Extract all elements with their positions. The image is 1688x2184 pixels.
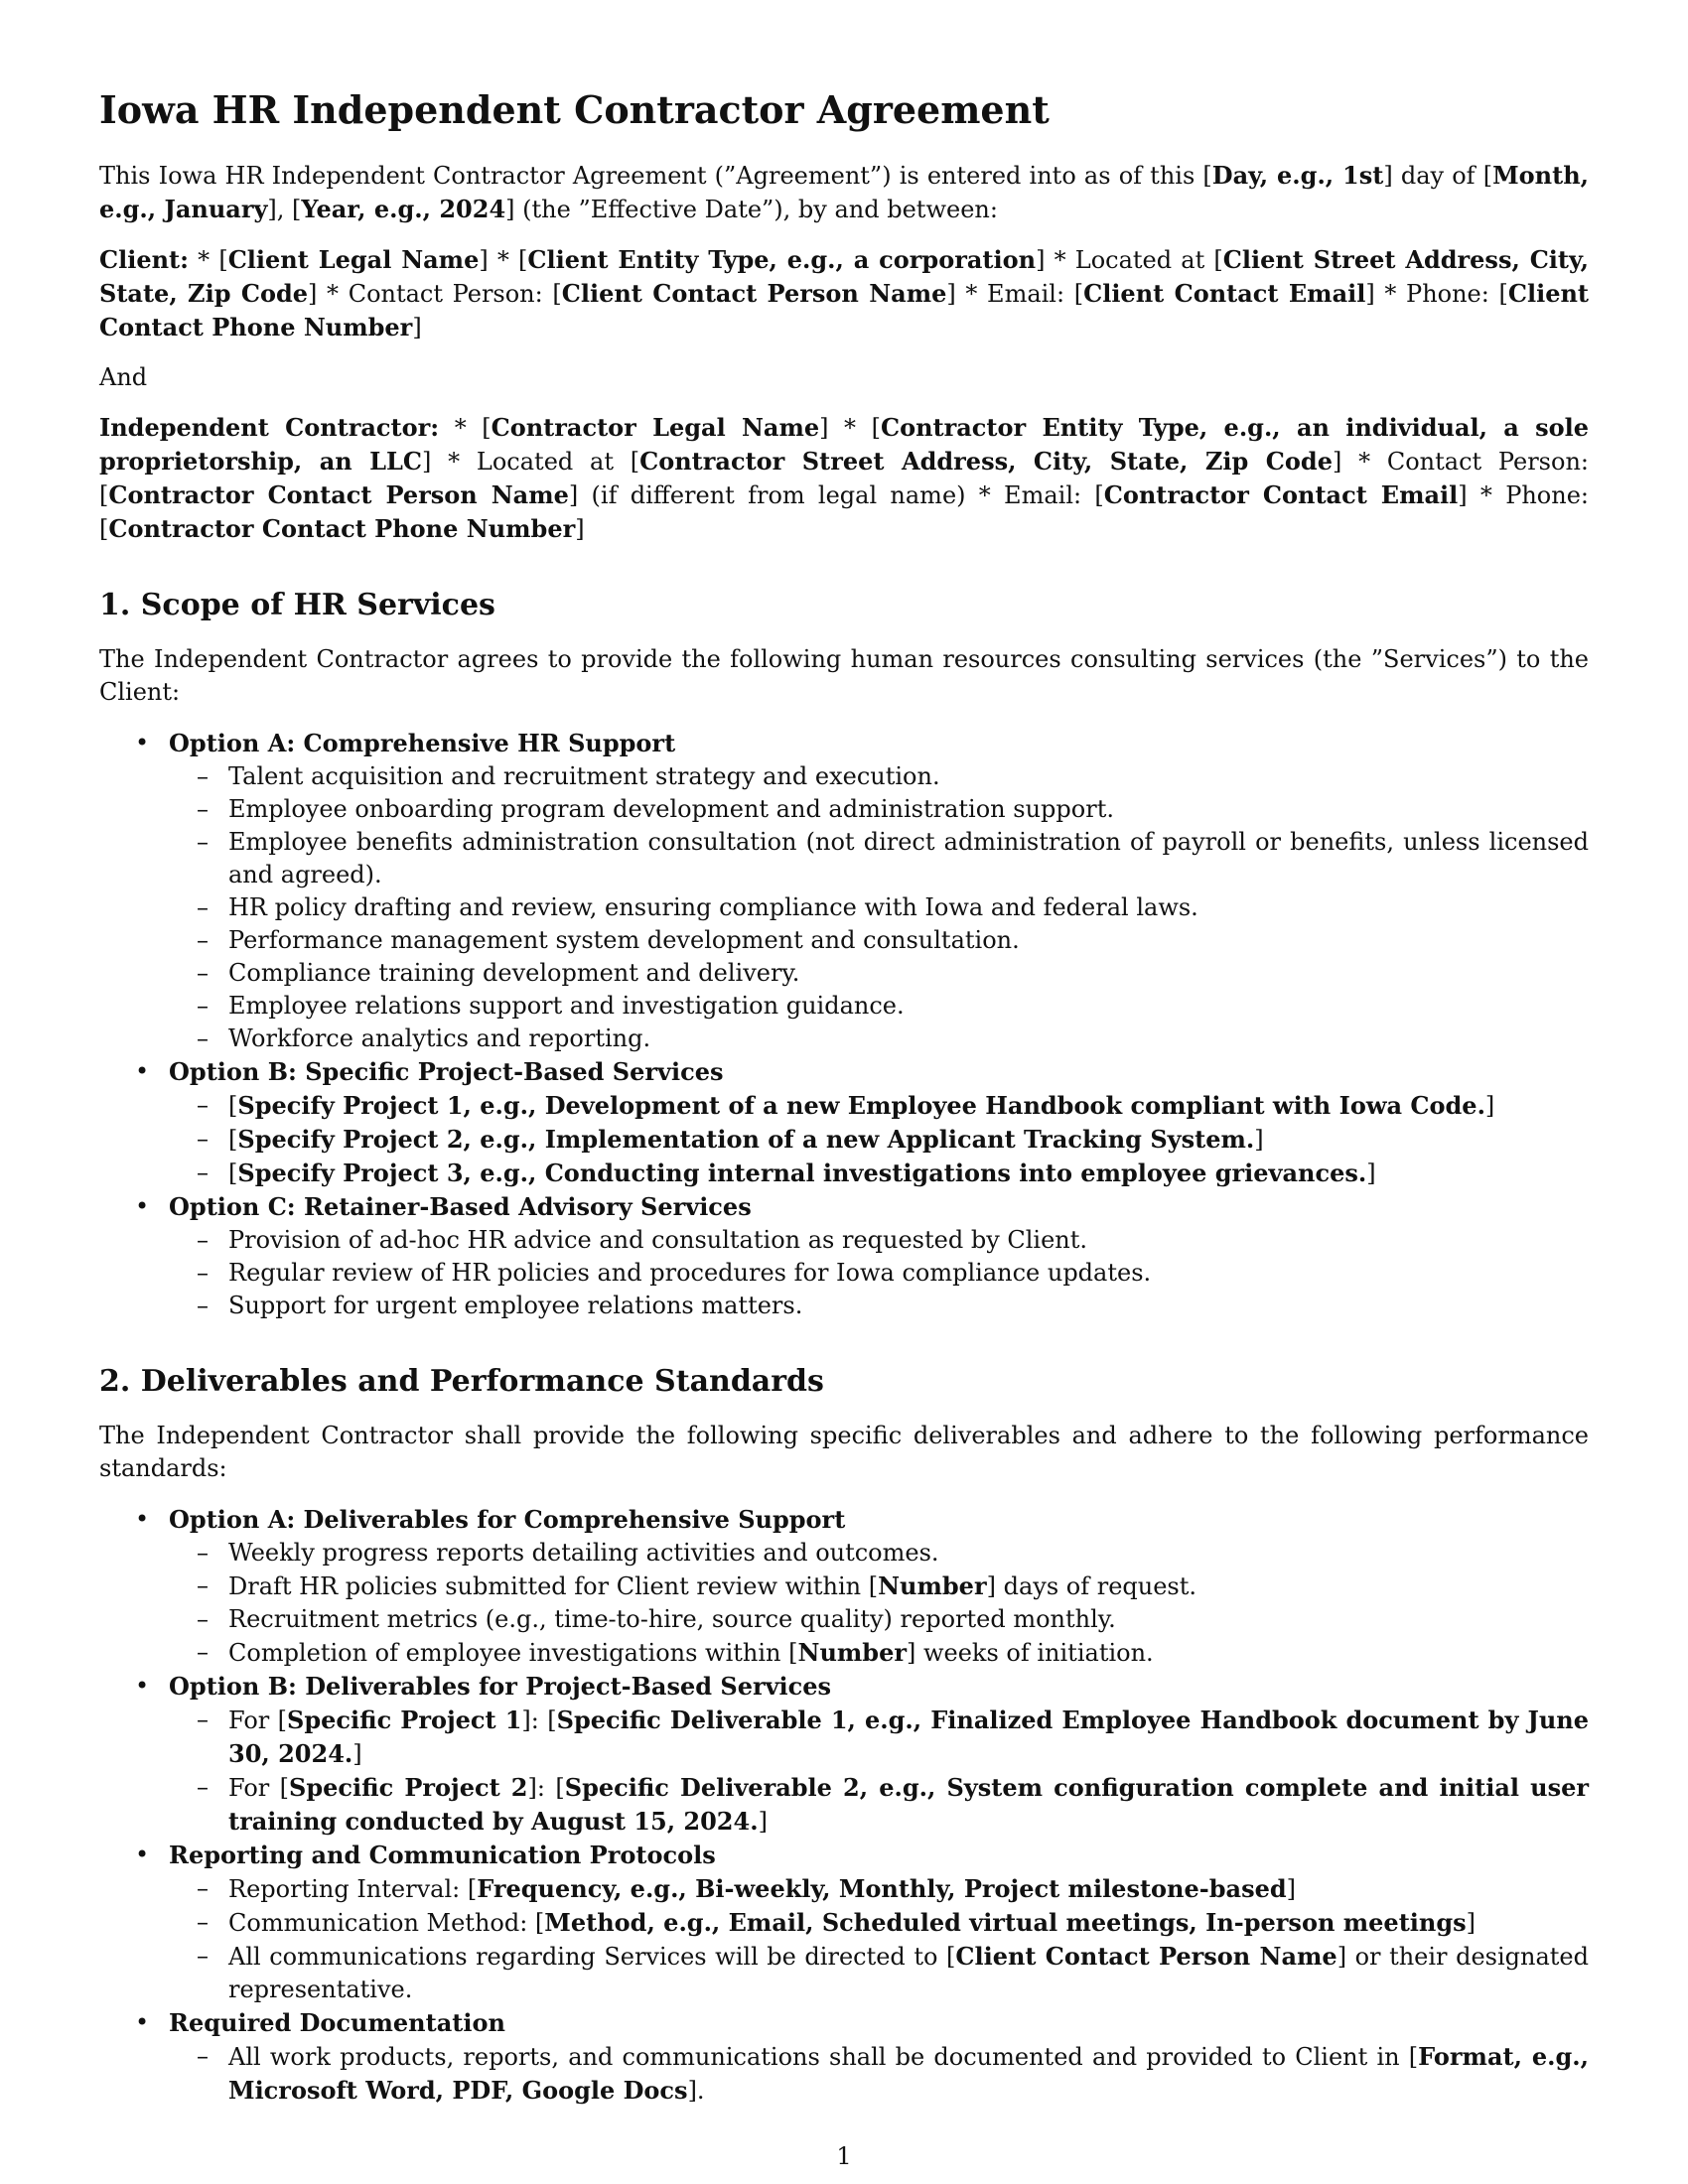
list-item: – Compliance training development and delivery.	[169, 957, 1589, 990]
day-placeholder: Day, e.g., 1st	[1211, 160, 1384, 190]
deliverables-b-list	[169, 1704, 1589, 1839]
list-item: – Performance management system development and consultation.	[169, 924, 1589, 957]
list-item: – For [Specific Project 2]: [Specific Deliverable 2, e.g., System configuration complete and initial user training conducted by August 15, 2024.]	[169, 1771, 1589, 1839]
intro-paragraph: This Iowa HR Independent Contractor Agreement (”Agreement”) is entered into as of this [Day, e.g., 1st] day of [Month, e.g., January], [Year, e.g., 2024] (the ”Effective Date”), by and between:	[99, 160, 1590, 223]
section-2-intro: The Independent Contractor shall provide the following specific deliverables and adhere to the following performance standards:	[99, 1421, 1589, 1482]
list-item: – [Specify Project 2, e.g., Implementation of a new Applicant Tracking System.]	[169, 1123, 1589, 1157]
option-a: • Option A: Comprehensive HR Support – Talent acquisition and recruitment strategy and execution. – Employee onboarding program development and administration support. – Employee benefits administration consultation (not direct administration of payroll or benefits, unless licensed and agreed). – HR policy drafting and review, ensuring compliance with Iowa and federal laws. – Performance management system development and consultation. – Compliance training development and delivery. – Employee relations support and investigation guidance. – Workforce analytics and reporting.	[99, 727, 1589, 1055]
list-item: – Employee onboarding program development and administration support.	[169, 793, 1589, 826]
reporting-protocols: • Reporting and Communication Protocols – Reporting Interval: [Frequency, e.g., Bi-weekly, Monthly, Project milestone-based] – Communication Method: [Method, e.g., Email, Scheduled virtual meetings, In-person meetings] – All communications regarding Services will be directed to [Client Contact Person Name] or their designated representative.	[99, 1839, 1589, 2006]
client-label: Client:	[99, 244, 189, 274]
documentation-list	[169, 2040, 1589, 2108]
option-b-list	[169, 1089, 1589, 1190]
list-item: – Draft HR policies submitted for Client review within [Number] days of request.	[169, 1570, 1589, 1603]
list-item: – HR policy drafting and review, ensuring compliance with Iowa and federal laws.	[169, 891, 1589, 924]
list-item: – Talent acquisition and recruitment strategy and execution.	[169, 760, 1589, 793]
list-item: – Recruitment metrics (e.g., time-to-hire, source quality) reported monthly.	[169, 1603, 1589, 1636]
list-item: – Support for urgent employee relations matters.	[169, 1290, 1589, 1322]
client-block: Client: * [Client Legal Name] * [Client Entity Type, e.g., a corporation] * Located at [Client Street Address, City, State, Zip Code] * Contact Person: [Client Contact Person Name] * Email: [Client Contact Email] * Phone: [Client Contact Phone Number]	[99, 244, 1590, 341]
list-item: – Reporting Interval: [Frequency, e.g., Bi-weekly, Monthly, Project milestone-based]	[169, 1872, 1589, 1906]
deliverables-option-b: • Option B: Deliverables for Project-Based Services – For [Specific Project 1]: [Specific Deliverable 1, e.g., Finalized Employee Handbook document by June 30, 2024.] – For [Specific Project 2]: [Specific Deliverable 2, e.g., System configuration complete and initial user training conducted by August 15, 2024.]	[99, 1670, 1589, 1839]
list-item: – [Specify Project 1, e.g., Development of a new Employee Handbook compliant with Iowa Code.]	[169, 1089, 1589, 1123]
month-placeholder: Month, e.g., January	[99, 160, 1590, 223]
list-item: – Employee benefits administration consultation (not direct administration of payroll or benefits, unless licensed and agreed).	[169, 826, 1589, 891]
document-title: Iowa HR Independent Contractor Agreement	[99, 87, 1050, 132]
required-documentation: • Required Documentation – All work products, reports, and communications shall be documented and provided to Client in [Format, e.g., Microsoft Word, PDF, Google Docs].	[99, 2006, 1589, 2108]
list-item: – All work products, reports, and communications shall be documented and provided to Client in [Format, e.g., Microsoft Word, PDF, Google Docs].	[169, 2040, 1589, 2108]
option-b: • Option B: Specific Project-Based Services – [Specify Project 1, e.g., Development of a new Employee Handbook compliant with Iowa Code.] – [Specify Project 2, e.g., Implementation of a new Applicant Tracking System.] – [Specify Project 3, e.g., Conducting internal investigations into employee grievances.]	[99, 1055, 1589, 1190]
deliverables-option-a: • Option A: Deliverables for Comprehensive Support – Weekly progress reports detailing activities and outcomes. – Draft HR policies submitted for Client review within [Number] days of request. – Recruitment metrics (e.g., time-to-hire, source quality) reported monthly. – Completion of employee investigations within [Number] weeks of initiation.	[99, 1503, 1589, 1670]
page-number: 1	[836, 2142, 852, 2170]
section-2-heading: 2. Deliverables and Performance Standards	[99, 1363, 824, 1399]
section-1-heading: 1. Scope of HR Services	[99, 587, 495, 622]
contractor-label: Independent Contractor:	[99, 412, 440, 442]
deliverables-a-list	[169, 1537, 1589, 1670]
list-item: – For [Specific Project 1]: [Specific Deliverable 1, e.g., Finalized Employee Handbook document by June 30, 2024.]	[169, 1704, 1589, 1771]
list-item: – [Specify Project 3, e.g., Conducting internal investigations into employee grievances.]	[169, 1157, 1589, 1190]
list-item: – Weekly progress reports detailing activities and outcomes.	[169, 1537, 1589, 1570]
contractor-block: Independent Contractor: * [Contractor Legal Name] * [Contractor Entity Type, e.g., an individual, a sole proprietorship, an LLC] * Located at [Contractor Street Address, City, State, Zip Code] * Contact Person: [Contractor Contact Person Name] (if different from legal name) * Email: [Contractor Contact Email] * Phone: [Contractor Contact Phone Number]	[99, 412, 1590, 543]
section-2-options	[99, 1503, 1589, 2108]
option-c: • Option C: Retainer-Based Advisory Services – Provision of ad-hoc HR advice and consultation as requested by Client. – Regular review of HR policies and procedures for Iowa compliance updates. – Support for urgent employee relations matters.	[99, 1190, 1589, 1322]
list-item: – Employee relations support and investigation guidance.	[169, 990, 1589, 1023]
and-text: And	[99, 362, 148, 391]
section-1-options	[99, 727, 1589, 1322]
option-c-list	[169, 1224, 1589, 1322]
year-placeholder: Year, e.g., 2024	[301, 194, 506, 223]
reporting-list	[169, 1872, 1589, 2006]
list-item: – Communication Method: [Method, e.g., Email, Scheduled virtual meetings, In-person meetings]	[169, 1906, 1589, 1940]
list-item: – Regular review of HR policies and procedures for Iowa compliance updates.	[169, 1257, 1589, 1290]
list-item: – Completion of employee investigations within [Number] weeks of initiation.	[169, 1636, 1589, 1670]
list-item: – All communications regarding Services will be directed to [Client Contact Person Name] or their designated representative.	[169, 1940, 1589, 2006]
list-item: – Workforce analytics and reporting.	[169, 1023, 1589, 1055]
section-1-intro: The Independent Contractor agrees to provide the following human resources consulting services (the ”Services”) to the Client:	[99, 644, 1589, 706]
list-item: – Provision of ad-hoc HR advice and consultation as requested by Client.	[169, 1224, 1589, 1257]
option-a-list	[169, 760, 1589, 1055]
